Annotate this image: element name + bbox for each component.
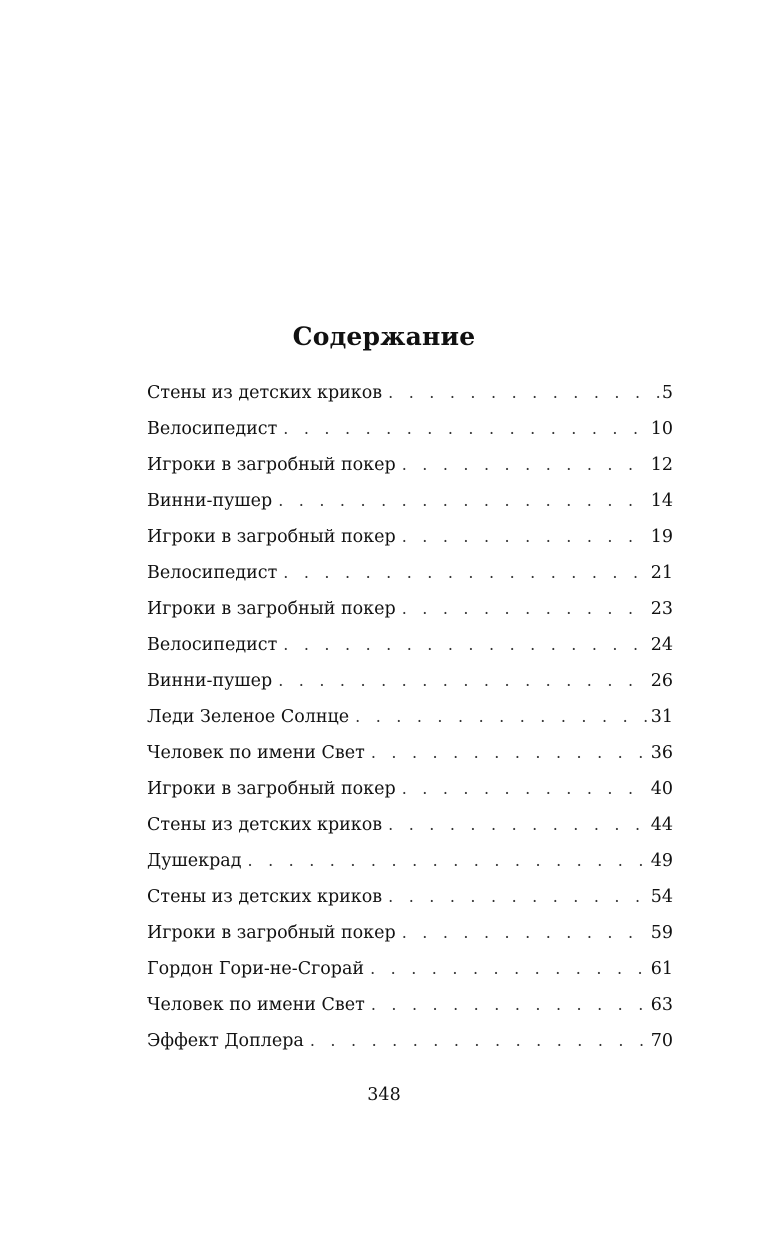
dot-leader [402,594,649,624]
toc-entry [147,630,673,666]
toc-entry-page: 49 [650,851,673,871]
toc-entry-page: 14 [650,491,673,511]
toc-entry-page: 24 [650,635,673,655]
dot-leader [371,738,649,768]
toc-entry-title: Эффект Доплера [147,1031,304,1051]
dot-leader [278,666,649,696]
toc-entry [147,810,673,846]
toc-entry [147,450,673,486]
dot-leader [402,774,649,804]
page-number: 348 [367,1085,401,1105]
dot-leader [355,702,649,732]
toc-entry [147,486,673,522]
toc-entry-page: 19 [650,527,673,547]
toc-entry [147,882,673,918]
toc-entry-page: 31 [650,707,673,727]
toc-entry-page: 40 [650,779,673,799]
toc-entry-title: Велосипедист [147,419,278,439]
toc-entry [147,378,673,414]
toc-entry-page: 59 [650,923,673,943]
dot-leader [371,990,649,1020]
dot-leader [283,558,648,588]
dot-leader [388,882,649,912]
toc-entry-title: Гордон Гори-не-Сгорай [147,959,365,979]
table-of-contents [147,378,673,1062]
toc-entry [147,594,673,630]
dot-leader [388,378,660,408]
toc-entry-title: Стены из детских криков [147,815,383,835]
toc-entry-page: 70 [650,1031,673,1051]
toc-entry-page: 23 [650,599,673,619]
toc-entry-page: 10 [650,419,673,439]
toc-entry-title: Велосипедист [147,563,278,583]
toc-entry [147,990,673,1026]
toc-entry-title: Велосипедист [147,635,278,655]
toc-entry [147,702,673,738]
toc-entry [147,414,673,450]
dot-leader [248,846,649,876]
dot-leader [402,450,649,480]
dot-leader [370,954,649,984]
toc-entry [147,918,673,954]
toc-entry-title: Душекрад [147,851,242,871]
toc-entry-title: Игроки в загробный покер [147,599,396,619]
toc-entry [147,558,673,594]
toc-entry-page: 12 [650,455,673,475]
dot-leader [283,630,648,660]
toc-entry-title: Игроки в загробный покер [147,527,396,547]
dot-leader [402,918,649,948]
toc-entry-page: 5 [661,383,673,403]
toc-entry-title: Стены из детских криков [147,383,383,403]
toc-entry-title: Леди Зеленое Солнце [147,707,350,727]
dot-leader [310,1026,649,1056]
dot-leader [283,414,648,444]
toc-entry [147,774,673,810]
toc-entry [147,666,673,702]
dot-leader [402,522,649,552]
page-title: Содержание [292,322,476,351]
toc-entry-page: 36 [650,743,673,763]
toc-entry-page: 26 [650,671,673,691]
toc-entry-page: 63 [650,995,673,1015]
toc-entry-title: Игроки в загробный покер [147,455,396,475]
toc-entry-page: 61 [650,959,673,979]
toc-entry-title: Игроки в загробный покер [147,923,396,943]
toc-entry-page: 44 [650,815,673,835]
dot-leader [278,486,649,516]
toc-entry [147,846,673,882]
toc-entry-title: Человек по имени Свет [147,743,365,763]
toc-entry-title: Стены из детских криков [147,887,383,907]
toc-entry-title: Игроки в загробный покер [147,779,396,799]
toc-entry [147,738,673,774]
dot-leader [388,810,649,840]
toc-entry [147,954,673,990]
toc-entry-page: 21 [650,563,673,583]
toc-entry-page: 54 [650,887,673,907]
toc-entry-title: Человек по имени Свет [147,995,365,1015]
toc-entry-title: Винни-пушер [147,491,273,511]
toc-entry [147,1026,673,1062]
toc-entry-title: Винни-пушер [147,671,273,691]
toc-entry [147,522,673,558]
